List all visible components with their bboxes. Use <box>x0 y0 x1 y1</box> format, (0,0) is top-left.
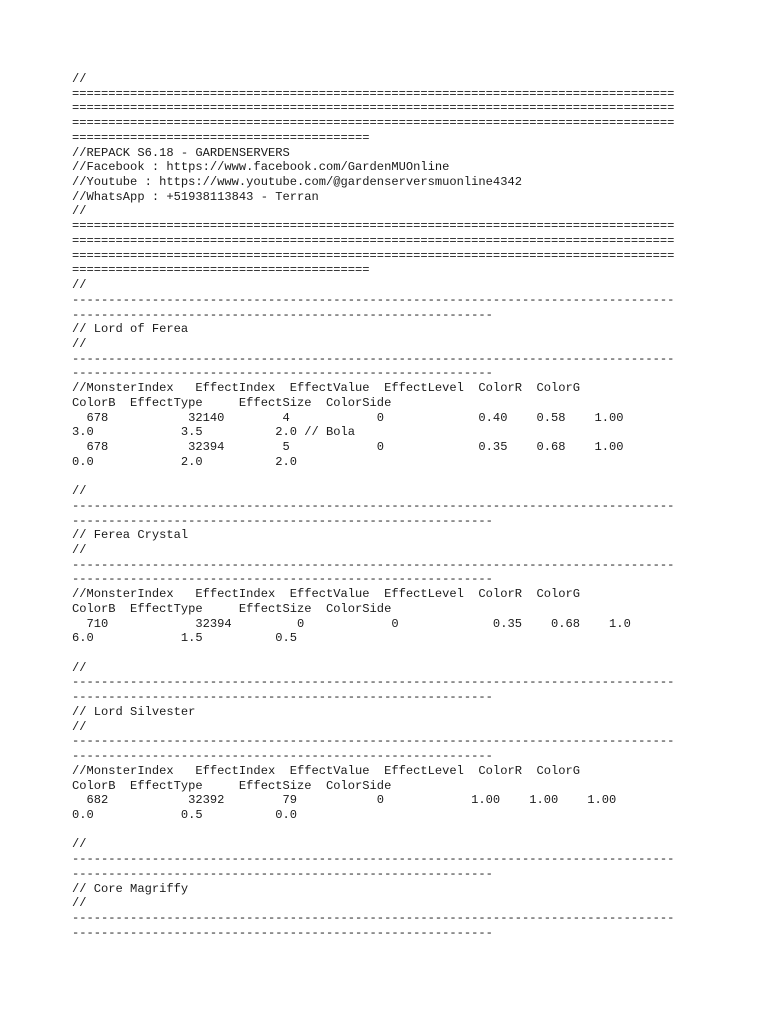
text-line: ----------------------------------------------------------------------------------- <box>72 852 675 867</box>
text-line: =================================================================================== <box>72 116 675 131</box>
text-line: ColorB EffectType EffectSize ColorSide <box>72 395 392 410</box>
text-line: =================================================================================== <box>72 219 675 234</box>
text-line: ========================================= <box>72 130 370 145</box>
text-line: =================================================================================== <box>72 248 675 263</box>
text-line: ----------------------------------------------------------------------------------- <box>72 292 675 307</box>
text-line: // Lord of Ferea <box>72 322 189 337</box>
text-line: 0.0 2.0 2.0 <box>72 454 297 469</box>
text-line: =================================================================================== <box>72 233 675 248</box>
text-line: //Facebook : https://www.facebook.com/GardenMUOnline <box>72 160 450 175</box>
text-line: 678 32394 5 0 0.35 0.68 1.00 <box>72 439 624 454</box>
text-line: // <box>72 72 87 86</box>
text-line: ---------------------------------------------------------- <box>72 513 493 528</box>
text-line: ---------------------------------------------------------- <box>72 307 493 322</box>
text-line: //WhatsApp : +51938113843 - Terran <box>72 189 319 204</box>
text-line: 710 32394 0 0 0.35 0.68 1.0 <box>72 616 631 631</box>
text-line: ========================================= <box>72 263 370 278</box>
text-line <box>72 823 698 838</box>
text-line: ----------------------------------------------------------------------------------- <box>72 910 675 925</box>
text-line: ---------------------------------------------------------- <box>72 366 493 381</box>
text-line: //Youtube : https://www.youtube.com/@gardenserversmuonline4342 <box>72 175 522 190</box>
text-line: // <box>72 336 87 351</box>
text-line: // Lord Silvester <box>72 704 196 719</box>
text-line: ----------------------------------------------------------------------------------- <box>72 351 675 366</box>
text-line: ----------------------------------------------------------------------------------- <box>72 734 675 749</box>
text-line: 3.0 3.5 2.0 // Bola <box>72 425 356 440</box>
text-line: 678 32140 4 0 0.40 0.58 1.00 <box>72 410 624 425</box>
text-line: =================================================================================== <box>72 86 675 101</box>
text-line: ---------------------------------------------------------- <box>72 572 493 587</box>
text-line: ColorB EffectType EffectSize ColorSide <box>72 778 392 793</box>
text-line: // <box>72 837 87 852</box>
text-line <box>72 646 698 661</box>
text-line: =================================================================================== <box>72 101 675 116</box>
text-line: // <box>72 278 87 293</box>
text-line: 682 32392 79 0 1.00 1.00 1.00 <box>72 793 617 808</box>
text-line: //REPACK S6.18 - GARDENSERVERS <box>72 145 290 160</box>
text-line: ----------------------------------------------------------------------------------- <box>72 498 675 513</box>
text-line: ----------------------------------------------------------------------------------- <box>72 675 675 690</box>
text-line: //MonsterIndex EffectIndex EffectValue EffectLevel ColorR ColorG <box>72 587 581 602</box>
text-line <box>72 469 698 484</box>
text-line: ColorB EffectType EffectSize ColorSide <box>72 601 392 616</box>
text-line: // <box>72 719 87 734</box>
text-line: //MonsterIndex EffectIndex EffectValue EffectLevel ColorR ColorG <box>72 763 581 778</box>
text-line: // <box>72 896 87 911</box>
text-line: ---------------------------------------------------------- <box>72 749 493 764</box>
text-line: // <box>72 543 87 557</box>
text-line: ---------------------------------------------------------- <box>72 866 493 881</box>
text-line: ---------------------------------------------------------- <box>72 690 493 705</box>
text-line: // <box>72 660 87 675</box>
text-line: // Ferea Crystal <box>72 528 189 543</box>
text-line: // Core Magriffy <box>72 881 189 896</box>
document-text <box>72 72 698 940</box>
text-line: 6.0 1.5 0.5 <box>72 631 297 646</box>
text-line: ----------------------------------------------------------------------------------- <box>72 557 675 572</box>
text-line: // <box>72 484 87 499</box>
text-line: // <box>72 204 87 219</box>
text-line: ---------------------------------------------------------- <box>72 925 493 940</box>
text-line: //MonsterIndex EffectIndex EffectValue EffectLevel ColorR ColorG <box>72 381 581 396</box>
text-line: 0.0 0.5 0.0 <box>72 807 297 822</box>
